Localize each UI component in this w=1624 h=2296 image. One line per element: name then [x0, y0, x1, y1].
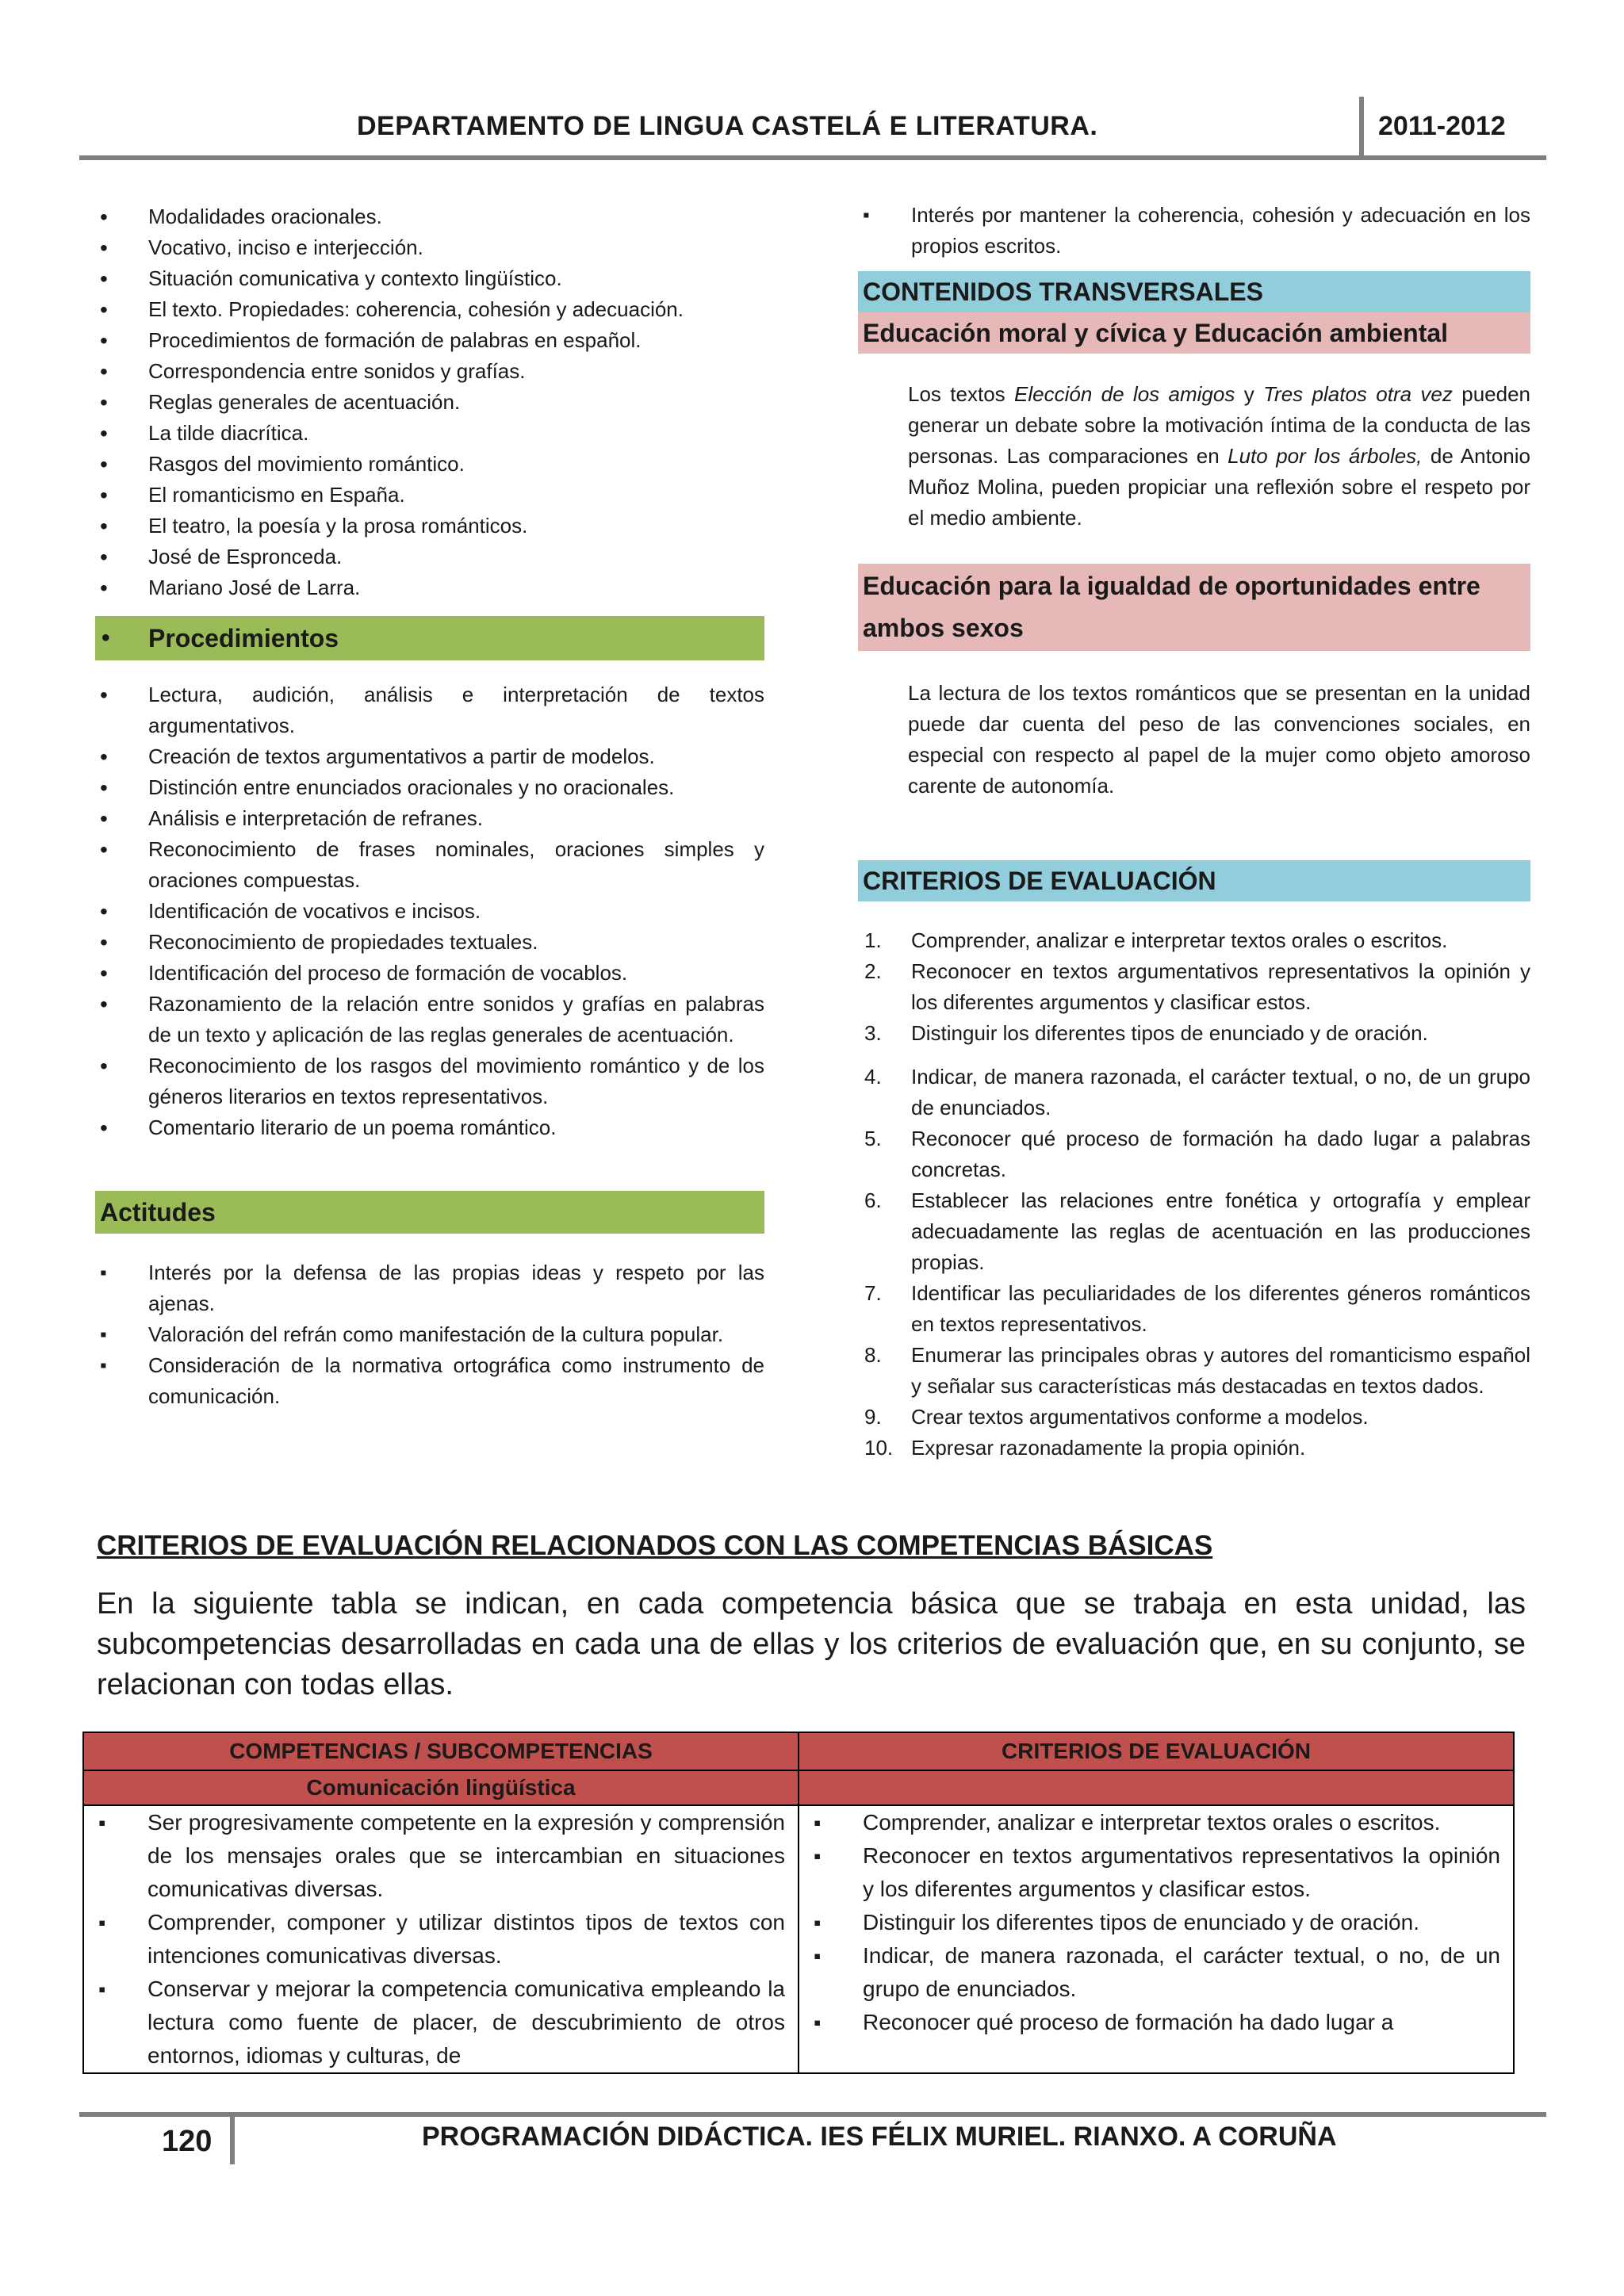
list-item: • Comentario literario de un poema romántico.: [95, 1112, 764, 1143]
list-item: ▪ Interés por mantener la coherencia, cohesión y adecuación en los propios escritos.: [858, 200, 1530, 262]
actitudes-title: Actitudes: [100, 1198, 216, 1226]
list-item: [858, 1123, 1530, 1185]
list-item: • Identificación de vocativos e incisos.: [95, 896, 764, 927]
table-cell-subcompetencias: [83, 1805, 799, 2073]
contents-list: [95, 201, 764, 603]
list-item: [858, 1340, 1530, 1402]
footer-separator: [230, 2115, 235, 2164]
right-top-list: [858, 200, 1530, 262]
competencias-table: [82, 1732, 1515, 2074]
list-item: [858, 1402, 1530, 1433]
item-number: 1.: [864, 928, 882, 952]
section-intro: En la siguiente tabla se indican, en cada competencia básica que se trabaja en esta unidad, las subcompetencias desarrolladas en cada una de ellas y los criterios de evaluación que, en su conjunto, se relacionan con todas ellas.: [97, 1587, 1526, 1701]
table-header-criterios: CRITERIOS DE EVALUACIÓN: [799, 1732, 1514, 1770]
list-item: • Procedimientos de formación de palabras en español.: [95, 325, 764, 356]
list-item: • Situación comunicativa y contexto lingüístico.: [95, 263, 764, 294]
list-item: [858, 1278, 1530, 1340]
item-text: Expresar razonadamente la propia opinión.: [911, 1436, 1306, 1460]
header-separator: [1359, 97, 1364, 159]
list-item: • Rasgos del movimiento romántico.: [95, 449, 764, 480]
list-item: • El teatro, la poesía y la prosa románticos.: [95, 511, 764, 541]
actitudes-heading: [95, 1191, 764, 1234]
list-item: • Modalidades oracionales.: [95, 201, 764, 232]
igualdad-paragraph: La lectura de los textos románticos que se presentan en la unidad puede dar cuenta del peso de las convenciones sociales, en especial con respecto al papel de la mujer como objeto amoroso carente de autonomía.: [908, 681, 1530, 798]
list-item: • Reglas generales de acentuación.: [95, 387, 764, 418]
list-item: [858, 1062, 1530, 1123]
list-item: • Creación de textos argumentativos a partir de modelos.: [95, 741, 764, 772]
page-number: 120: [162, 2125, 213, 2158]
table-list-item: ▪ Indicar, de manera razonada, el carácter textual, o no, de un grupo de enunciados.: [799, 1939, 1500, 2006]
list-item: ▪ Consideración de la normativa ortográfica como instrumento de comunicación.: [95, 1350, 764, 1412]
list-item: • Vocativo, inciso e interjección.: [95, 232, 764, 263]
list-item: [858, 1185, 1530, 1278]
table-list-item: ▪ Comprender, componer y utilizar distintos tipos de textos con intenciones comunicativas diversas.: [84, 1906, 785, 1973]
item-text: Indicar, de manera razonada, el carácter textual, o no, de un grupo de enunciados.: [911, 1065, 1530, 1119]
header-rule: [79, 155, 1546, 160]
table-cell-criterios: [799, 1805, 1514, 2073]
moral-paragraph: [858, 379, 1530, 534]
procedimientos-list: [95, 679, 764, 1143]
table-list-item: ▪ Reconocer en textos argumentativos representativos la opinión y los diferentes argumentos y clasificar estos.: [799, 1839, 1500, 1906]
table-subheader-empty: [799, 1770, 1514, 1805]
item-text: Establecer las relaciones entre fonética y ortografía y emplear adecuadamente las reglas de acentuación en las producciones propias.: [911, 1188, 1530, 1274]
list-item: • Lectura, audición, análisis e interpretación de textos argumentativos.: [95, 679, 764, 741]
item-text: Reconocer en textos argumentativos representativos la opinión y los diferentes argumentos y clasificar estos.: [911, 959, 1530, 1014]
table-list-item: ▪ Reconocer qué proceso de formación ha dado lugar a: [799, 2006, 1500, 2039]
item-text: Identificar las peculiaridades de los diferentes géneros románticos en textos representativos.: [911, 1281, 1530, 1336]
igualdad-title: Educación para la igualdad de oportunidades entre ambos sexos: [863, 572, 1480, 642]
section-title: CRITERIOS DE EVALUACIÓN RELACIONADOS CON LAS COMPETENCIAS BÁSICAS: [97, 1530, 1213, 1561]
page-header-year: 2011-2012: [1378, 111, 1506, 141]
item-text: Distinguir los diferentes tipos de enunciado y de oración.: [911, 1021, 1428, 1045]
list-item: • Reconocimiento de frases nominales, oraciones simples y oraciones compuestas.: [95, 834, 764, 896]
item-text: Comprender, analizar e interpretar textos orales o escritos.: [911, 928, 1448, 952]
list-item: • Correspondencia entre sonidos y grafías.: [95, 356, 764, 387]
item-number: 8.: [864, 1343, 882, 1367]
item-number: 5.: [864, 1127, 882, 1150]
right-column: [858, 200, 1530, 1464]
moral-heading: [858, 312, 1530, 354]
list-item: • Mariano José de Larra.: [95, 572, 764, 603]
item-number: 3.: [864, 1021, 882, 1045]
list-item: • Reconocimiento de propiedades textuales.: [95, 927, 764, 958]
moral-text-part: Los textos: [908, 382, 1015, 406]
item-number: 7.: [864, 1281, 882, 1305]
list-item: • La tilde diacrítica.: [95, 418, 764, 449]
list-item: • Razonamiento de la relación entre sonidos y grafías en palabras de un texto y aplicación de las reglas generales de acentuación.: [95, 989, 764, 1050]
moral-text-part: pueden generar un debate sobre la motivación íntima de la conducta de las personas. Las comparaciones en: [908, 382, 1531, 468]
list-item: [858, 956, 1530, 1018]
moral-text-italic: Luto por los árboles,: [1228, 444, 1423, 468]
actitudes-list: [95, 1257, 764, 1412]
item-number: 2.: [864, 959, 882, 983]
item-text: Crear textos argumentativos conforme a modelos.: [911, 1405, 1369, 1429]
item-number: 4.: [864, 1065, 882, 1089]
item-text: Reconocer qué proceso de formación ha dado lugar a palabras concretas.: [911, 1127, 1530, 1181]
item-number: 6.: [864, 1188, 882, 1212]
moral-text-part: de Antonio Muñoz Molina, pueden propiciar una reflexión sobre el respeto por el medio ambiente.: [908, 444, 1530, 530]
transversales-heading: [858, 271, 1530, 312]
transversales-title: CONTENIDOS TRANSVERSALES: [863, 277, 1263, 306]
criterios-heading: [858, 860, 1530, 901]
criterios-list: [858, 925, 1530, 1464]
table-list-item: ▪ Conservar y mejorar la competencia comunicativa empleando la lectura como fuente de placer, de descubrimiento de otros entornos, idiomas y culturas, de: [84, 1973, 785, 2072]
bullet-icon: •: [102, 625, 110, 651]
footer-rule: [79, 2112, 1546, 2117]
moral-text-part: y: [1235, 382, 1264, 406]
list-item: • Identificación del proceso de formación de vocablos.: [95, 958, 764, 989]
left-column: [95, 201, 764, 1412]
procedimientos-title: Procedimientos: [148, 624, 339, 652]
list-item: [858, 925, 1530, 956]
list-item: • Análisis e interpretación de refranes.: [95, 803, 764, 834]
moral-text-italic: Tres platos otra vez: [1263, 382, 1453, 406]
table-list-item: ▪ Distinguir los diferentes tipos de enunciado y de oración.: [799, 1906, 1500, 1939]
table-subheader: Comunicación lingüística: [83, 1770, 799, 1805]
list-item: [858, 1018, 1530, 1049]
moral-text-italic: Elección de los amigos: [1014, 382, 1235, 406]
list-item: • El romanticismo en España.: [95, 480, 764, 511]
list-item: ▪ Valoración del refrán como manifestación de la cultura popular.: [95, 1319, 764, 1350]
igualdad-heading: [858, 564, 1530, 651]
page-header-title: DEPARTAMENTO DE LINGUA CASTELÁ E LITERATURA.: [357, 111, 1098, 141]
item-number: 10.: [864, 1436, 894, 1460]
list-item: ▪ Interés por la defensa de las propias ideas y respeto por las ajenas.: [95, 1257, 764, 1319]
item-text: Enumerar las principales obras y autores del romanticismo español y señalar sus características más destacadas en textos dados.: [911, 1343, 1530, 1398]
list-item: [858, 1433, 1530, 1464]
criterios-title: CRITERIOS DE EVALUACIÓN: [863, 867, 1216, 895]
table-header-competencias: COMPETENCIAS / SUBCOMPETENCIAS: [83, 1732, 799, 1770]
moral-title: Educación moral y cívica y Educación ambiental: [863, 319, 1449, 347]
footer-text: PROGRAMACIÓN DIDÁCTICA. IES FÉLIX MURIEL. RIANXO. A CORUÑA: [422, 2122, 1337, 2152]
list-item: • José de Espronceda.: [95, 541, 764, 572]
table-list-item: ▪ Ser progresivamente competente en la expresión y comprensión de los mensajes orales que se intercambian en situaciones comunicativas diversas.: [84, 1806, 785, 1906]
list-item: • El texto. Propiedades: coherencia, cohesión y adecuación.: [95, 294, 764, 325]
table-list-item: ▪ Comprender, analizar e interpretar textos orales o escritos.: [799, 1806, 1500, 1839]
item-number: 9.: [864, 1405, 882, 1429]
procedimientos-heading: [95, 616, 764, 660]
list-item: • Reconocimiento de los rasgos del movimiento romántico y de los géneros literarios en textos representativos.: [95, 1050, 764, 1112]
list-item: • Distinción entre enunciados oracionales y no oracionales.: [95, 772, 764, 803]
